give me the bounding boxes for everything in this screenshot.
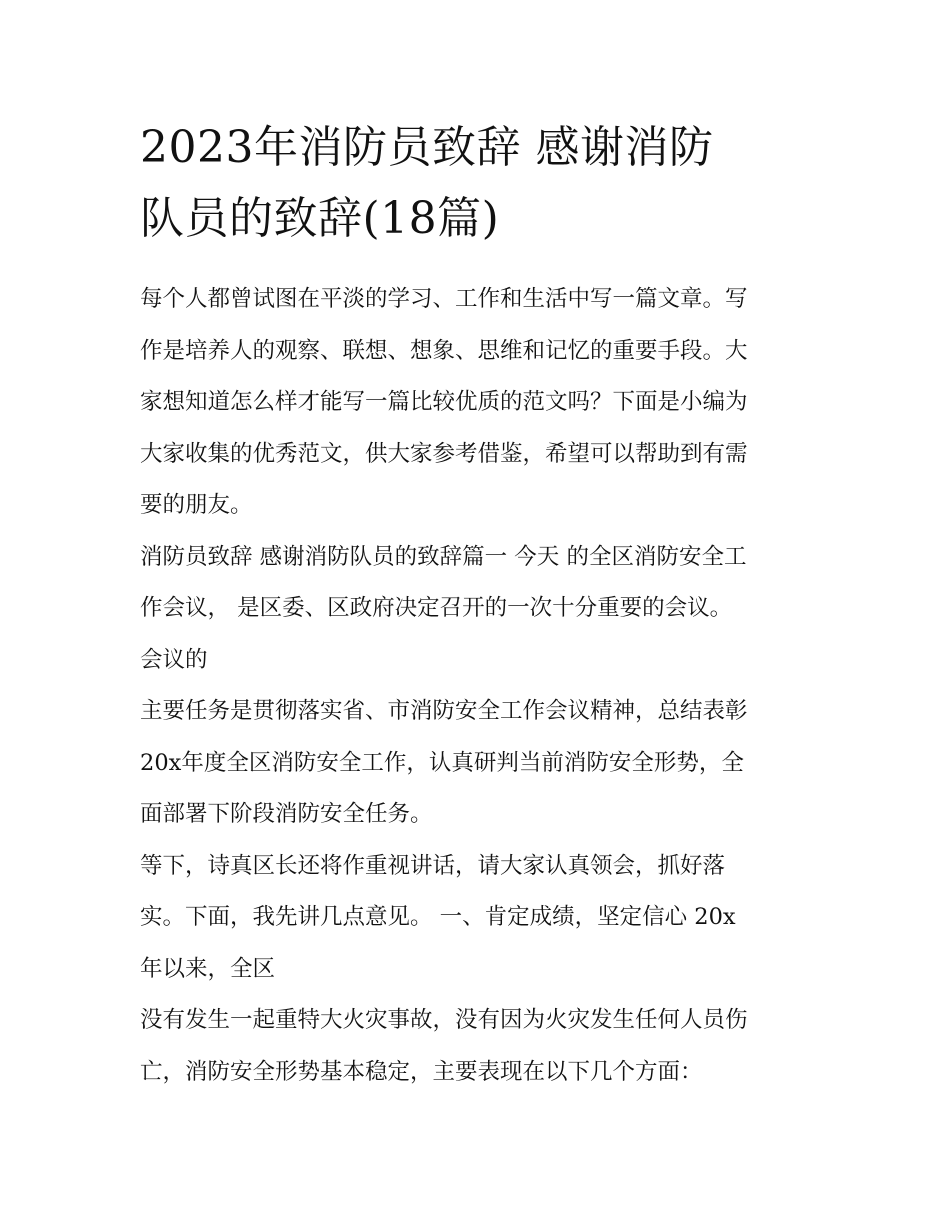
text-line: 要的朋友。 [140,492,253,518]
text-line: 主要任务是贯彻落实省、市消防安全工作会议精神，总结表彰 [140,698,748,724]
text-line: 作会议， 是区委、区政府决定召开的一次十分重要的会议。 [140,595,733,621]
text-line: 家想知道怎么样才能写一篇比较优质的范文吗？下面是小编为 [140,389,748,415]
title-line-2: 队员的致辞(18篇) [140,193,500,244]
text-line: 作是培养人的观察、联想、想象、思维和记忆的重要手段。大 [140,337,748,364]
paragraph-remarks [140,841,815,996]
text-line: 大家收集的优秀范文，供大家参考借鉴，希望可以帮助到有需 [140,440,748,467]
text-line: 实。下面，我先讲几点意见。 一、肯定成绩，坚定信心 20x [140,904,736,930]
document-page [140,112,815,1098]
text-line: 没有发生一起重特大火灾事故，没有因为火灾发生任何人员伤 [140,1007,748,1033]
text-line: 等下，诗真区长还将作重视讲话，请大家认真领会，抓好落 [140,852,726,879]
text-line: 20x年度全区消防安全工作，认真研判当前消防安全形势，全 [140,749,744,776]
paragraph-speech-opening [140,532,815,687]
paragraph-intro [140,274,815,532]
text-line: 面部署下阶段消防安全任务。 [140,801,433,827]
paragraph-main-task [140,686,815,841]
text-line: 亡，消防安全形势基本稳定，主要表现在以下几个方面： [140,1058,703,1085]
title-line-1: 2023年消防员致辞 感谢消防 [140,122,714,173]
document-title [140,112,815,254]
text-line: 年以来，全区 [140,955,276,982]
text-line: 消防员致辞 感谢消防队员的致辞篇一 今天 的全区消防安全工 [140,543,747,570]
text-line: 会议的 [140,646,208,673]
paragraph-safety-status [140,995,815,1098]
text-line: 每个人都曾试图在平淡的学习、工作和生活中写一篇文章。写 [140,286,748,312]
